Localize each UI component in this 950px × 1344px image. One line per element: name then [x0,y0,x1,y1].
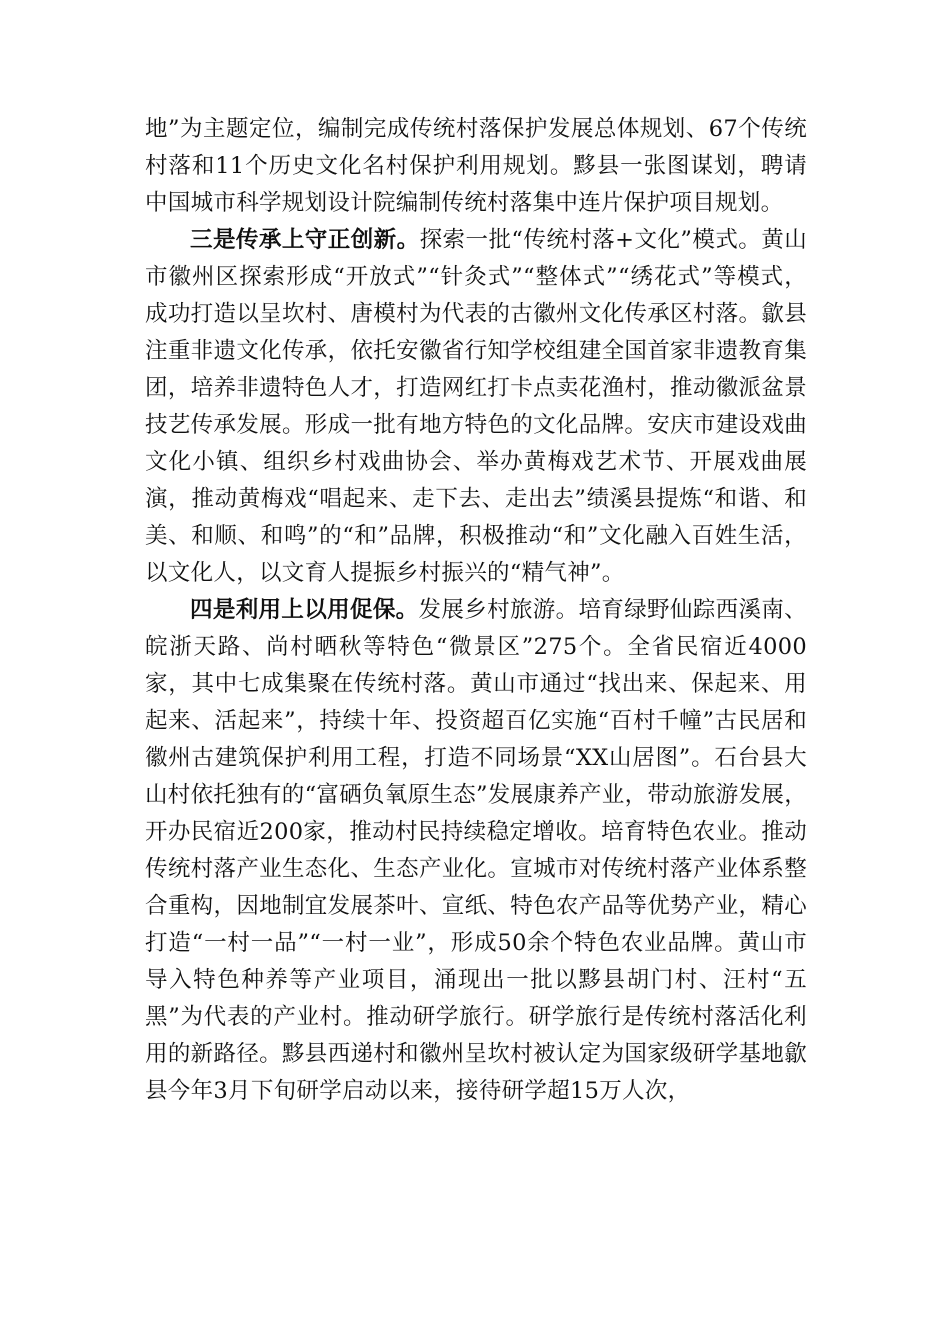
paragraph-utilization-text: 发展乡村旅游。培育绿野仙踪西溪南、皖浙天路、尚村晒秋等特色“微景区”275个。全省民宿近4000家，其中七成集聚在传统村落。黄山市通过“找出来、保起来、用起来、活起来”，持续十年、投资超百亿实施“百村千幢”古民居和徽州古建筑保护利用工程，打造不同场景“XX山居图”。石台县大山村依托独有的“富硒负氧原生态”发展康养产业，带动旅游发展，开办民宿近200家，推动村民持续稳定增收。培育特色农业。推动传统村落产业生态化、生态产业化。宣城市对传统村落产业体系整合重构，因地制宜发展茶叶、宣纸、特色农产品等优势产业，精心打造“一村一品”“一村一业”，形成50余个特色农业品牌。黄山市导入特色种养等产业项目，涌现出一批以黟县胡门村、汪村“五黑”为代表的产业村。推动研学旅行。研学旅行是传统村落活化利用的新路径。黟县西递村和徽州呈坎村被认定为国家级研学基地歙县今年3月下旬研学启动以来，接待研学超15万人次， [145,597,808,1104]
paragraph-culture-text: 探索一批“传统村落+文化”模式。黄山市徽州区探索形成“开放式”“针灸式”“整体式”“绣花式”等模式，成功打造以呈坎村、唐模村为代表的古徽州文化传承区村落。歙县注重非遗文化传承，依托安徽省行知学校组建全国首家非遗教育集团，培养非遗特色人才，打造网红打卡点卖花渔村，推动徽派盆景技艺传承发展。形成一批有地方特色的文化品牌。安庆市建设戏曲文化小镇、组织乡村戏曲协会、举办黄梅戏艺术节、开展戏曲展演，推动黄梅戏“唱起来、走下去、走出去”绩溪县提炼“和谐、和美、和顺、和鸣”的“和”品牌，积极推动“和”文化融入百姓生活，以文化人，以文育人提振乡村振兴的“精气神”。 [145,227,807,586]
document-page [145,111,807,1110]
paragraph-culture-inheritance [145,222,807,592]
paragraph-planning-text: 地”为主题定位，编制完成传统村落保护发展总体规划、67个传统村落和11个历史文化名村保护利用规划。黟县一张图谋划，聘请中国城市科学规划设计院编制传统村落集中连片保护项目规划。 [145,116,807,216]
paragraph-utilization-lead: 四是利用上以用促保。 [190,597,419,623]
paragraph-utilization [145,592,807,1110]
paragraph-planning [145,111,807,222]
paragraph-culture-lead: 三是传承上守正创新。 [190,227,420,253]
